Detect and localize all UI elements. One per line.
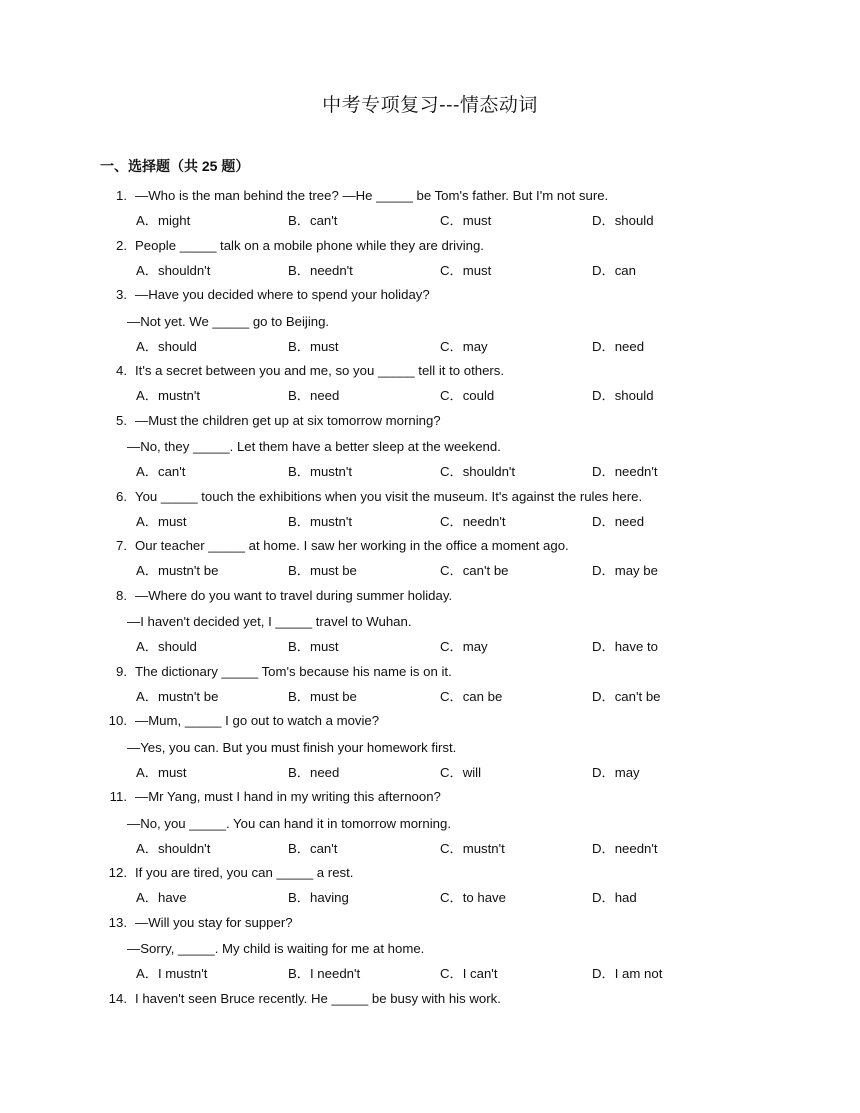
- question-text: —Where do you want to travel during summer holiday.: [135, 587, 453, 603]
- question-number: 1.: [116, 188, 127, 203]
- answer-option: B．can't: [288, 213, 338, 228]
- answer-option: A．must: [136, 764, 187, 780]
- question-text: Our teacher _____ at home. I saw her working in the office a moment ago.: [135, 538, 569, 553]
- question-number: 4.: [116, 363, 127, 378]
- question-text: —Will you stay for supper?: [135, 914, 293, 930]
- answer-option: A．shouldn't: [136, 840, 211, 856]
- answer-option: C．could: [440, 388, 495, 403]
- answer-option: B．I needn't: [288, 966, 361, 981]
- answer-option: A．mustn't be: [136, 563, 219, 578]
- question-text: People _____ talk on a mobile phone while they are driving.: [135, 237, 484, 253]
- answer-option: A．should: [136, 639, 197, 654]
- answer-option: B．must be: [288, 688, 357, 704]
- question-dialogue-line: —Sorry, _____. My child is waiting for me at home.: [127, 941, 425, 956]
- question-dialogue-line: —No, they _____. Let them have a better sleep at the weekend.: [127, 439, 501, 454]
- answer-option: A．I mustn't: [136, 966, 208, 981]
- answer-option: D．should: [592, 213, 654, 228]
- answer-option: D．needn't: [592, 840, 658, 856]
- answer-option: B．can't: [288, 840, 338, 856]
- answer-option: B．must: [288, 639, 339, 654]
- answer-option: B．having: [288, 890, 349, 905]
- question-number: 12.: [108, 865, 127, 880]
- question-number: 5.: [116, 412, 127, 428]
- answer-option: C．may: [440, 338, 488, 354]
- question-text: If you are tired, you can _____ a rest.: [135, 865, 354, 880]
- answer-option: C．shouldn't: [440, 464, 516, 479]
- page-title: 中考专项复习---情态动词: [322, 94, 538, 116]
- question-text: —Must the children get up at six tomorrow morning?: [135, 412, 441, 428]
- answer-option: C．I can't: [440, 966, 498, 981]
- answer-option: D．have to: [592, 639, 658, 654]
- answer-option: D．may: [592, 764, 640, 780]
- answer-option: D．need: [592, 338, 645, 354]
- question-text: I haven't seen Bruce recently. He _____ be busy with his work.: [135, 990, 501, 1006]
- answer-option: C．to have: [440, 890, 506, 905]
- answer-option: D．need: [592, 513, 645, 529]
- answer-option: D．should: [592, 388, 654, 403]
- answer-option: B．need: [288, 388, 340, 403]
- answer-option: D．I am not: [592, 966, 663, 981]
- answer-option: B．must: [288, 338, 339, 354]
- answer-option: C．must: [440, 262, 492, 278]
- question-number: 14.: [108, 990, 127, 1006]
- question-number: 7.: [116, 538, 127, 553]
- answer-option: A．have: [136, 890, 187, 905]
- answer-option: A．can't: [136, 464, 186, 479]
- answer-option: C．needn't: [440, 513, 506, 529]
- question-dialogue-line: —I haven't decided yet, I _____ travel to Wuhan.: [127, 614, 412, 629]
- answer-option: B．need: [288, 764, 340, 780]
- question-text: —Mum, _____ I go out to watch a movie?: [135, 713, 380, 728]
- answer-option: D．needn't: [592, 464, 658, 479]
- answer-option: C．may: [440, 639, 488, 654]
- answer-option: A．mustn't be: [136, 688, 219, 704]
- answer-option: D．may be: [592, 563, 658, 578]
- answer-option: B．mustn't: [288, 464, 353, 479]
- answer-option: B．mustn't: [288, 513, 353, 529]
- question-text: —Who is the man behind the tree? —He _____ be Tom's father. But I'm not sure.: [135, 188, 609, 203]
- answer-option: C．will: [440, 764, 482, 780]
- question-number: 8.: [116, 587, 127, 603]
- answer-option: D．can't be: [592, 688, 661, 704]
- question-number: 11.: [109, 789, 127, 804]
- question-number: 3.: [116, 287, 127, 302]
- answer-option: C．can't be: [440, 563, 509, 578]
- question-dialogue-line: —Not yet. We _____ go to Beijing.: [127, 313, 330, 329]
- question-text: The dictionary _____ Tom's because his name is on it.: [135, 663, 452, 679]
- question-text: It's a secret between you and me, so you _____ tell it to others.: [135, 363, 505, 378]
- question-text: You _____ touch the exhibitions when you visit the museum. It's against the rules here.: [135, 488, 643, 504]
- question-dialogue-line: —No, you _____. You can hand it in tomorrow morning.: [127, 815, 452, 831]
- answer-option: A．should: [136, 338, 197, 354]
- answer-option: D．can: [592, 262, 636, 278]
- question-dialogue-line: —Yes, you can. But you must finish your homework first.: [127, 739, 457, 755]
- answer-option: B．needn't: [288, 262, 353, 278]
- question-number: 2.: [116, 237, 127, 253]
- answer-option: B．must be: [288, 563, 357, 578]
- answer-option: C．mustn't: [440, 840, 505, 856]
- answer-option: A．shouldn't: [136, 262, 211, 278]
- question-number: 10.: [108, 713, 127, 728]
- question-text: —Mr Yang, must I hand in my writing this afternoon?: [135, 789, 441, 804]
- answer-option: A．mustn't: [136, 388, 201, 403]
- section-heading: 一、选择题（共 25 题）: [100, 158, 250, 174]
- question-number: 6.: [116, 488, 127, 504]
- question-text: —Have you decided where to spend your holiday?: [135, 287, 430, 302]
- answer-option: A．might: [136, 213, 191, 228]
- answer-option: D．had: [592, 890, 637, 905]
- question-number: 13.: [108, 914, 127, 930]
- answer-option: C．must: [440, 213, 492, 228]
- answer-option: C．can be: [440, 688, 503, 704]
- question-number: 9.: [116, 663, 127, 679]
- answer-option: A．must: [136, 513, 187, 529]
